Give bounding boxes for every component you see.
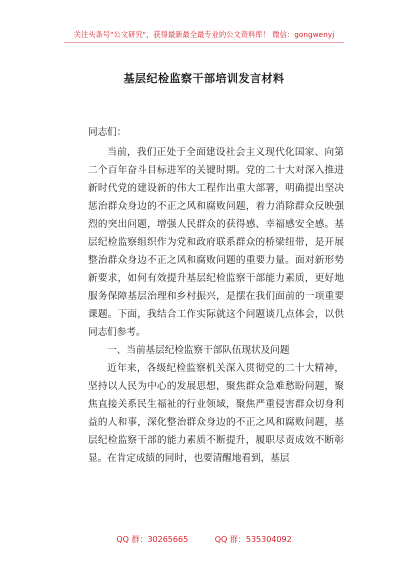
footer-qq-group-2: QQ 群：535304092 <box>214 535 292 544</box>
footer <box>0 534 408 545</box>
paragraph-intro: 当前，我们正处于全面建设社会主义现代化国家、向第二个百年奋斗目标进军的关键时期。党的二十大对深入推进新时代党的建设新的伟大工程作出重大部署，明确提出坚决惩治群众身边的不正之风和腐败问题，着力消除群众反映强烈的突出问题，增强人民群众的获得感、幸福感安全感。基层纪检监察组织作为党和政府联系群众的桥梁纽带，是开展整治群众身边不正之风和腐败问题的重要力量。面对新形势新要求，如何有效提升基层纪检监察干部能力素质，更好地服务保障基层治理和乡村振兴，是摆在我们面前的一项重要课题。下面，我结合工作实际就这个问题谈几点体会，以供同志们参考。 <box>88 147 344 338</box>
top-rule <box>64 42 344 43</box>
section-heading: 一、当前基层纪检监察干部队伍现状及问题 <box>107 345 290 356</box>
salutation: 同志们： <box>88 127 127 138</box>
footer-qq-group-1: QQ 群：30265665 <box>116 535 189 544</box>
document-title: 基层纪检监察干部培训发言材料 <box>123 72 285 85</box>
paragraph-section-1: 近年来，各级纪检监察机关深入贯彻党的二十大精神，坚持以人民为中心的发展思想，聚焦群众急难愁盼问题，聚焦直接关系民生福祉的行业领域，聚焦严重侵害群众切身利益的人和事，深化整治群众身边的不正之风和腐败问题，基层纪检监察干部的能力素质不断提升，履职尽责成效不断彰显。在肯定成绩的同时，也要清醒地看到，基层 <box>88 363 344 464</box>
top-banner: 关注头条号"公文研究"，获得最新最全最专业的公文资料库！ 微信：gongwenyj <box>73 30 335 39</box>
document-body <box>88 144 344 468</box>
